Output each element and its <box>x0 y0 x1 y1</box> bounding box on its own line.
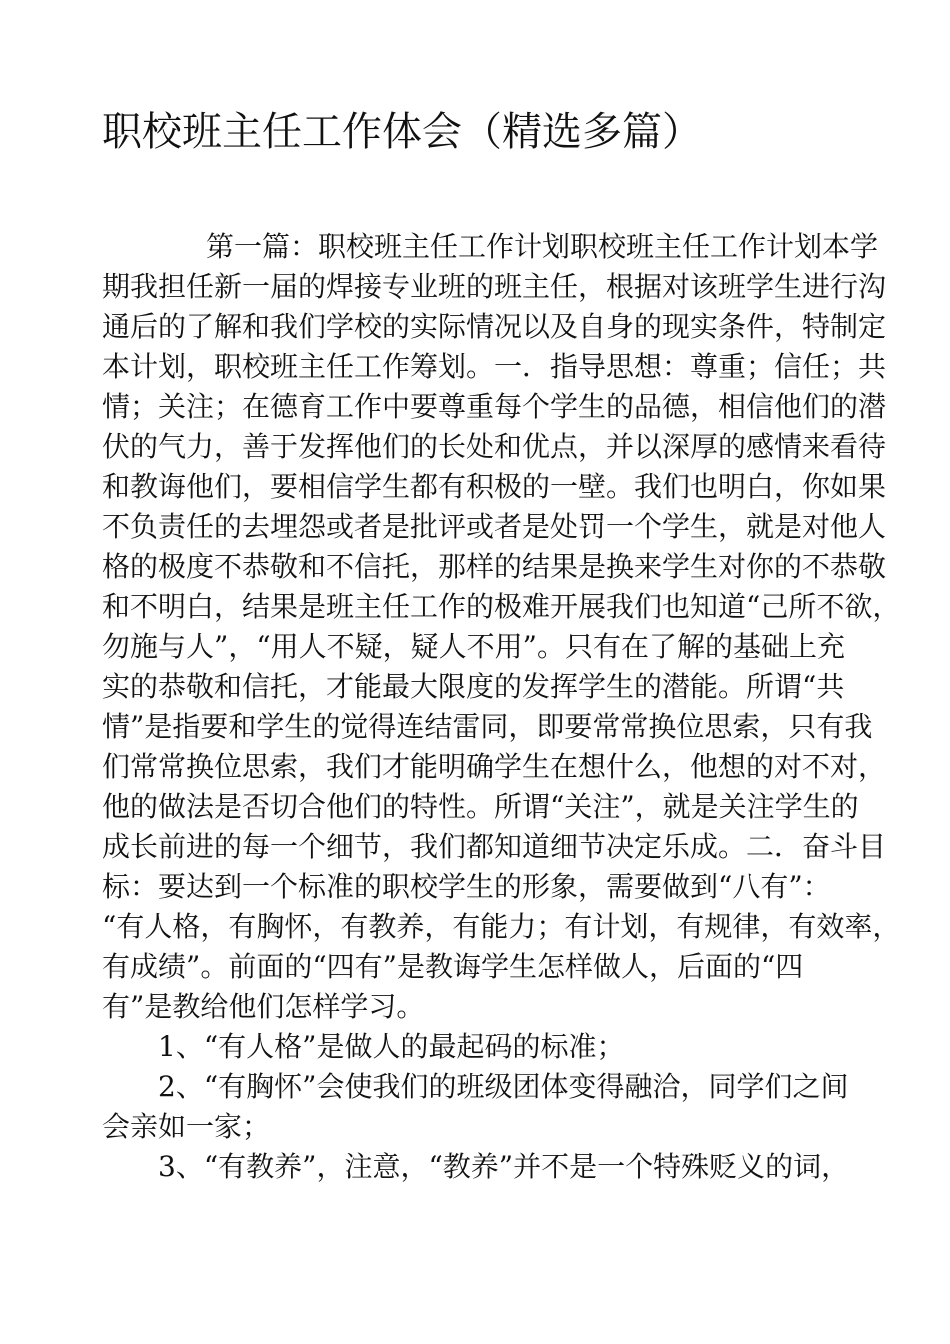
paragraph-line: 期我担任新一届的焊接专业班的班主任，根据对该班学生进行沟 <box>102 270 887 303</box>
paragraph-line: 情”是指要和学生的觉得连结雷同，即要常常换位思索，只有我 <box>102 710 873 743</box>
paragraph-line: 勿施与人”，“用人不疑，疑人不用”。只有在了解的基础上充 <box>102 630 845 663</box>
list-item-continuation: 会亲如一家； <box>102 1110 271 1143</box>
paragraph-line: 不负责任的去埋怨或者是批评或者是处罚一个学生，就是对他人 <box>102 510 887 543</box>
paragraph-line: 有”是教给他们怎样学习。 <box>102 990 425 1023</box>
paragraph-line: 实的恭敬和信托，才能最大限度的发挥学生的潜能。所谓“共 <box>102 670 845 703</box>
list-item-line: 3、“有教养”，注意，“教养”并不是一个特殊贬义的词， <box>158 1150 850 1183</box>
paragraph-line: 有成绩”。前面的“四有”是教诲学生怎样做人，后面的“四 <box>102 950 804 983</box>
paragraph-line: 格的极度不恭敬和不信托，那样的结果是换来学生对你的不恭敬 <box>102 550 887 583</box>
paragraph-line: 本计划，职校班主任工作筹划。一．指导思想：尊重；信任；共 <box>102 350 887 383</box>
list-item-line: 1、“有人格”是做人的最起码的标准； <box>158 1030 625 1063</box>
paragraph-line: 情；关注；在德育工作中要尊重每个学生的品德，相信他们的潜 <box>102 390 887 423</box>
paragraph-line: 第一篇：职校班主任工作计划职校班主任工作计划本学 <box>206 230 879 263</box>
paragraph-line: 伏的气力，善于发挥他们的长处和优点，并以深厚的感情来看待 <box>102 430 887 463</box>
document-title: 职校班主任工作体会（精选多篇） <box>102 109 702 155</box>
paragraph-line: 和不明白，结果是班主任工作的极难开展我们也知道“己所不欲， <box>102 590 901 623</box>
document-body <box>102 227 901 1187</box>
paragraph-line: 标：要达到一个标准的职校学生的形象，需要做到“八有”： <box>102 870 831 903</box>
list-item-line: 2、“有胸怀”会使我们的班级团体变得融洽，同学们之间 <box>158 1070 849 1103</box>
paragraph-line: 成长前进的每一个细节，我们都知道细节决定乐成。二．奋斗目 <box>102 830 887 863</box>
paragraph-line: 他的做法是否切合他们的特性。所谓“关注”，就是关注学生的 <box>102 790 859 823</box>
paragraph-line: 们常常换位思索，我们才能明确学生在想什么，他想的对不对， <box>102 750 887 783</box>
paragraph-line: “有人格，有胸怀，有教养，有能力；有计划，有规律，有效率， <box>102 910 901 943</box>
paragraph-line: 和教诲他们，要相信学生都有积极的一壁。我们也明白，你如果 <box>102 470 887 503</box>
paragraph-line: 通后的了解和我们学校的实际情况以及自身的现实条件，特制定 <box>102 310 887 343</box>
